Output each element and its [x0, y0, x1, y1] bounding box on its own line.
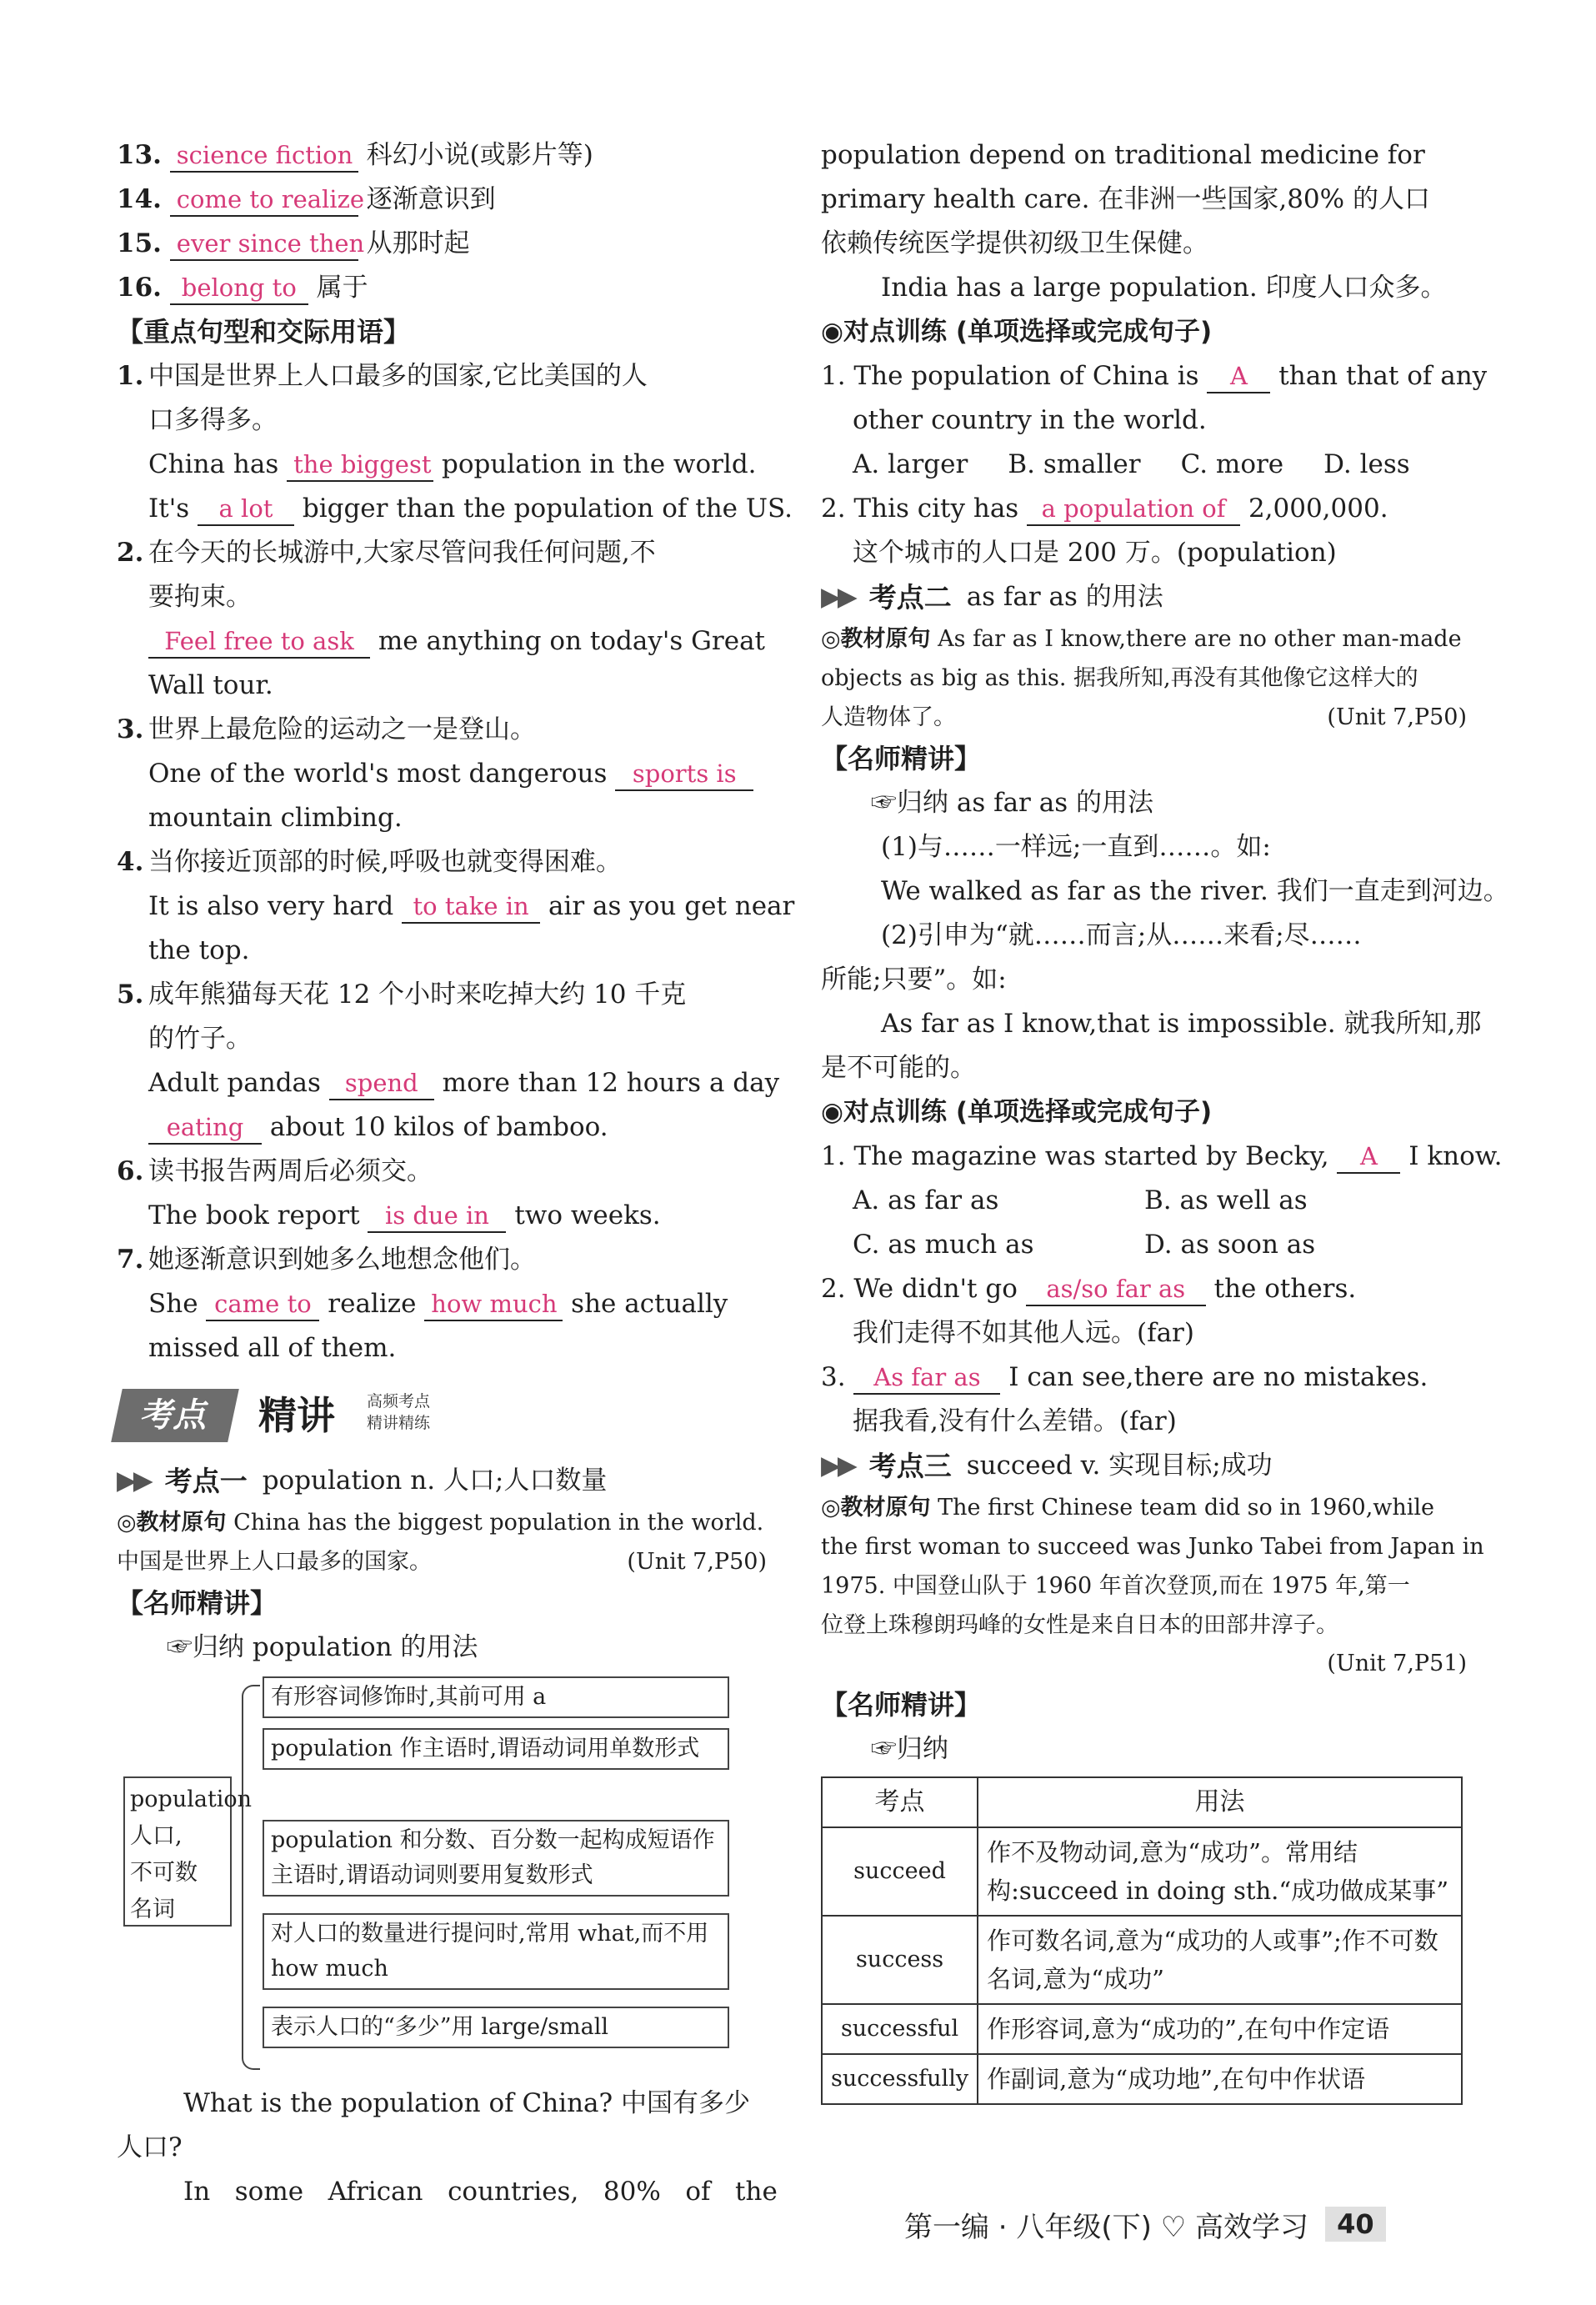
double-arrow-icon: ▶▶: [821, 582, 854, 612]
answer-blank: to take in: [402, 890, 540, 924]
diagram-box: 对人口的数量进行提问时,常用 what,而不用 how much: [263, 1913, 729, 1990]
answer-blank: science fiction: [170, 139, 358, 173]
diagram-box: 有形容词修饰时,其前可用 a: [263, 1676, 729, 1718]
banner-subtitle: 高频考点 精讲精练: [367, 1392, 431, 1432]
diagram-box: population 和分数、百分数一起构成短语作主语时,谓语动词则要用复数形式: [263, 1820, 729, 1897]
answer-blank: as/so far as: [1026, 1273, 1206, 1306]
page-footer: [904, 2201, 1488, 2247]
vocab-item: 16. belong to 属于: [117, 266, 767, 310]
answer-blank: Feel free to ask: [148, 625, 370, 659]
answer-blank: come to realize: [170, 183, 358, 217]
kd1-title: ▶▶ 考点一 population n. 人口;人口数量: [117, 1459, 767, 1503]
kd2-title: ▶▶ 考点二 as far as 的用法: [821, 575, 1467, 619]
answer-blank: how much: [424, 1288, 563, 1321]
drill-heading: ◉对点训练 (单项选择或完成句子): [821, 1097, 1213, 1127]
section-heading: 【重点句型和交际用语】: [117, 316, 411, 348]
section-banner: [117, 1379, 767, 1452]
answer-blank: a lot: [198, 493, 294, 526]
population-diagram: [117, 1676, 767, 2075]
answer-blank: a population of: [1027, 493, 1240, 526]
answer-blank: As far as: [853, 1361, 1000, 1395]
banner-tag: 考点: [111, 1389, 239, 1442]
banner-title: 精讲: [258, 1393, 335, 1438]
vocab-item: 15. ever since then 从那时起: [117, 222, 767, 266]
table-row: successfully 作副词,意为“成功地”,在句中作状语: [822, 2054, 1462, 2104]
drill-heading: ◉对点训练 (单项选择或完成句子): [821, 317, 1213, 347]
answer-blank: sports is: [615, 758, 753, 791]
answer-blank: the biggest: [287, 448, 433, 482]
table-row: success 作可数名词,意为“成功的人或事”;作不可数名词,意为“成功”: [822, 1916, 1462, 2004]
answer-blank: eating: [148, 1111, 262, 1145]
table-header: 考点 用法: [822, 1777, 1462, 1827]
table-row: succeed 作不及物动词,意为“成功”。常用结构:succeed in doing sth.“成功做成某事”: [822, 1827, 1462, 1916]
table-row: successful 作形容词,意为“成功的”,在句中作定语: [822, 2004, 1462, 2054]
left-column: 13. science fiction 科幻小说(或影片等) 14. come to realize 逐渐意识到 15. ever since then 从那时起 16. belong to 属于 【重点句型和交际用语】 1. 中国是世界上人口最多的国家,它比美国的人 口多得多。 China has the biggest population in the world. It's a lot bigger than the population of the US. 2. 在今天的长城游中,大家尽管问我任何问题,不 要拘束。 Feel free to ask me anything on today's Great Wall tour. 3. 世界上最危险的运动之一是登山。 One of the world's most dangerous sports is mountain climbing. 4. 当你接近顶部的时候,呼吸也就变得困难。 It is also very hard to take in air as you get near the top. 5. 成年熊猫每天花 12 个小时来吃掉大约 10 千克 的竹子。 Adult pandas spend more than 12 hours a day eating about 10 kilos of bamboo. 6. 读书报告两周后必须交。 The book report is due in two weeks. 7. 她逐渐意识到她多么地想念他们。 She came to realize how much she actually missed all of them. 考点 精讲 高频考点 精讲精练 ▶▶ 考点一 population n. 人口;人口数量 ◎教材原句 China has the biggest population in the world. 中国是世界上人口最多的国家。 (Unit 7,P50) 【名师精讲】 ☞归纳 population 的用法 population 人口, 不可数 名词 有形容词修饰时,其前可用 a population 作主语时,谓语动词用单数形式 population 和分数、百分数一起构成短语作主语时,谓语动词则要用复数形式 对人口的数量进行提问时,常用 what,而不用 how much 表示人口的“多少”用 large/small What is the population of China? 中国有多少 人口? In some African countries, 80% of the: [117, 133, 767, 2214]
vocab-item: 14. come to realize 逐渐意识到: [117, 178, 767, 222]
page-number: 40: [1325, 2207, 1386, 2242]
footer-text: 第一编 · 八年级(下) ♡ 高效学习: [904, 2210, 1309, 2244]
answer-blank: spend: [329, 1067, 434, 1100]
answer-blank: A: [1337, 1140, 1400, 1174]
q1-cn: 1. 中国是世界上人口最多的国家,它比美国的人: [117, 361, 648, 391]
answer-blank: ever since then: [170, 228, 358, 261]
answer-blank: is due in: [368, 1200, 506, 1233]
double-arrow-icon: ▶▶: [821, 1451, 854, 1481]
diagram-box: population 作主语时,谓语动词用单数形式: [263, 1728, 729, 1770]
diagram-root: population 人口, 不可数 名词: [123, 1776, 232, 1927]
answer-blank: A: [1207, 360, 1270, 393]
answer-blank: came to: [206, 1288, 319, 1321]
kd3-title: ▶▶ 考点三 succeed v. 实现目标;成功: [821, 1444, 1467, 1488]
succeed-table: [821, 1776, 1463, 2105]
brace: [242, 1685, 260, 2070]
diagram-box: 表示人口的“多少”用 large/small: [263, 2007, 729, 2048]
right-column: population depend on traditional medicine for primary health care. 在非洲一些国家,80% 的人口 依赖传统医学提供初级卫生保健。 India has a large population. 印度人口众多。 ◉对点训练 (单项选择或完成句子) 1. The population of China is A than that of any other country in the world. A. larger B. smaller C. more D. less 2. This city has a population of 2,000,000. 这个城市的人口是 200 万。(population) ▶▶ 考点二 as far as 的用法 ◎教材原句 As far as I know,there are no other man-made objects as big as this. 据我所知,再没有其他像它这样大的 人造物体了。 (Unit 7,P50) 【名师精讲】 ☞归纳 as far as 的用法 (1)与……一样远;一直到……。如: We walked as far as the river. 我们一直走到河边。 (2)引申为“就……而言;从……来看;尽…… 所能;只要”。如: As far as I know,that is impossible. 就我所知,那 是不可能的。 ◉对点训练 (单项选择或完成句子) 1. The magazine was started by Becky, A I know. A. as far as B. as well as C. as much as D. as soon as 2. We didn't go as/so far as the others. 我们走得不如其他人远。(far) 3. As far as I can see,there are no mistakes. 据我看,没有什么差错。(far) ▶▶ 考点三 succeed v. 实现目标;成功 ◎教材原句 The first Chinese team did so in 1960,while the first woman to succeed was Junko Tabei from Japan in 1975. 中国登山队于 1960 年首次登顶,而在 1975 年,第一 位登上珠穆朗玛峰的女性是来自日本的田部井淳子。 (Unit 7,P51) 【名师精讲】 ☞归纳 考点 用法 succeed 作不及物动词,意为“成功”。常用结构:succeed in doing sth.“成功做成某事” success 作可数名词,意为“成功的人或事”;作不可数名词,意为“成功” successful 作形容词,意为“成功的”,在句中作定语 successfully 作副词,意为“成功地”,在句中作状语: [821, 133, 1467, 2105]
double-arrow-icon: ▶▶: [117, 1466, 150, 1496]
answer-blank: belong to: [170, 272, 308, 305]
vocab-item: 13. science fiction 科幻小说(或影片等): [117, 133, 767, 178]
